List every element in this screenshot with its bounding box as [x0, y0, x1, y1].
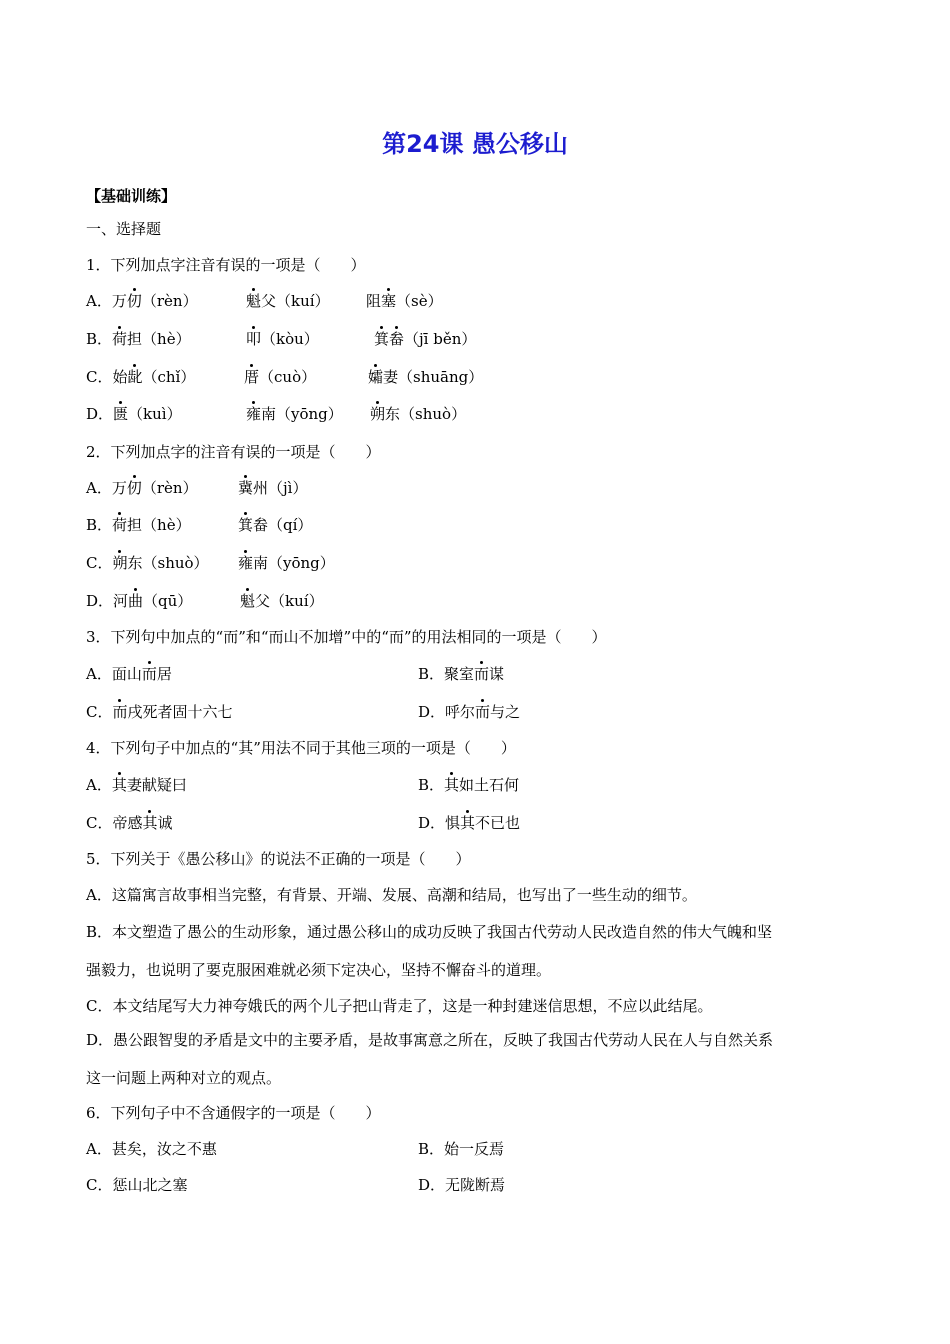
emphasis-dot: 畚 — [389, 330, 405, 348]
q5-option-b-continued: 强毅力，也说明了要克服困难就必须下定决心，坚持不懈奋斗的道理。 — [86, 961, 552, 979]
q3-option-d: D．呼尔而与之 — [418, 703, 521, 721]
q6-option-a: A．甚矣，汝之不惠 — [86, 1140, 217, 1158]
emphasis-dot: 孀 — [368, 368, 384, 386]
q5-option-a: A．这篇寓言故事相当完整，有背景、开端、发展、高潮和结局，也写出了一些生动的细节。 — [86, 886, 697, 904]
section-heading: 【基础训练】 — [86, 187, 177, 205]
q4-option-c: C．帝感其诚 — [86, 814, 173, 832]
q1-option-d: D．匮（kuì） — [86, 405, 182, 423]
emphasis-dot: 仞 — [126, 292, 142, 310]
emphasis-dot: 朔 — [112, 554, 128, 572]
page-title: 第24课 愚公移山 — [382, 130, 568, 158]
emphasis-dot: 而 — [141, 665, 157, 683]
q5-stem: 5．下列关于《愚公移山》的说法不正确的一项是（ ） — [86, 850, 471, 868]
emphasis-dot: 魁 — [246, 292, 262, 310]
q5-option-d-continued: 这一问题上两种对立的观点。 — [86, 1069, 282, 1087]
q5-option-c: C．本文结尾写大力神夸娥氏的两个儿子把山背走了，这是一种封建迷信思想，不应以此结尾。 — [86, 997, 713, 1015]
q1-option-a-2: 魁父（kuí） — [246, 292, 330, 310]
emphasis-dot: 塞 — [381, 292, 397, 310]
q1-option-b: B．荷担（hè） — [86, 330, 191, 348]
q1-option-c-3: 孀妻（shuāng） — [368, 368, 484, 386]
emphasis-dot: 其 — [142, 814, 158, 832]
q4-option-b: B．其如土石何 — [418, 776, 520, 794]
emphasis-dot: 叩 — [246, 330, 262, 348]
q4-option-d: D．惧其不已也 — [418, 814, 521, 832]
emphasis-dot: 仞 — [126, 479, 142, 497]
q3-option-c: C．而戌死者固十六七 — [86, 703, 233, 721]
emphasis-dot: 曲 — [128, 592, 144, 610]
q3-option-a: A．面山而居 — [86, 665, 172, 683]
q5-option-b: B．本文塑造了愚公的生动形象，通过愚公移山的成功反映了我国古代劳动人民改造自然的伟大气魄和坚 — [86, 923, 773, 941]
q1-option-c: C．始龀（chǐ） — [86, 368, 196, 386]
q3-option-b: B．聚室而谋 — [418, 665, 505, 683]
q1-option-a: A．万仞（rèn） — [86, 292, 198, 310]
q1-stem: 1．下列加点字注音有误的一项是（ ） — [86, 256, 366, 274]
q5-option-d: D．愚公跟智叟的矛盾是文中的主要矛盾，是故事寓意之所在，反映了我国古代劳动人民在人与自然关系 — [86, 1031, 774, 1049]
emphasis-dot: 箕 — [374, 330, 390, 348]
emphasis-dot: 荷 — [112, 330, 128, 348]
emphasis-dot: 匮 — [113, 405, 129, 423]
q1-option-b-2: 叩（kòu） — [246, 330, 319, 348]
q6-option-d: D．无陇断焉 — [418, 1176, 506, 1194]
part-heading: 一、选择题 — [86, 220, 162, 238]
q2-option-d-2: 魁父（kuí） — [240, 592, 324, 610]
emphasis-dot: 雍 — [246, 405, 262, 423]
q1-option-b-3: 箕畚（jī běn） — [374, 330, 477, 348]
emphasis-dot: 而 — [475, 703, 491, 721]
q4-stem: 4．下列句子中加点的“其”用法不同于其他三项的一项是（ ） — [86, 739, 516, 757]
q2-option-a-2: 冀州（jì） — [238, 479, 308, 497]
emphasis-dot: 其 — [460, 814, 476, 832]
emphasis-dot: 魁 — [240, 592, 256, 610]
emphasis-dot: 荷 — [112, 516, 128, 534]
emphasis-dot: 而 — [474, 665, 490, 683]
emphasis-dot: 其 — [111, 776, 127, 794]
q6-stem: 6．下列句子中不含通假字的一项是（ ） — [86, 1104, 381, 1122]
emphasis-dot: 冀 — [238, 479, 254, 497]
emphasis-dot: 朔 — [370, 405, 386, 423]
emphasis-dot: 龀 — [127, 368, 143, 386]
q2-option-b-2: 箕畚（qí） — [238, 516, 313, 534]
q1-option-d-2: 雍南（yōng） — [246, 405, 343, 423]
emphasis-dot: 其 — [444, 776, 460, 794]
q3-stem: 3．下列句中加点的“而”和“而山不加增”中的“而”的用法相同的一项是（ ） — [86, 628, 607, 646]
emphasis-dot: 雍 — [238, 554, 254, 572]
q1-option-a-3: 阻塞（sè） — [366, 292, 443, 310]
q4-option-a: A．其妻献疑曰 — [86, 776, 187, 794]
q2-option-c: C．朔东（shuò） — [86, 554, 209, 572]
emphasis-dot: 厝 — [244, 368, 260, 386]
emphasis-dot: 箕 — [238, 516, 254, 534]
q2-option-c-2: 雍南（yōng） — [238, 554, 335, 572]
q6-option-b: B．始一反焉 — [418, 1140, 505, 1158]
q2-option-a: A．万仞（rèn） — [86, 479, 198, 497]
q1-option-c-2: 厝（cuò） — [244, 368, 317, 386]
q2-option-d: D．河曲（qū） — [86, 592, 193, 610]
q6-option-c: C．惩山北之塞 — [86, 1176, 188, 1194]
q2-stem: 2．下列加点字的注音有误的一项是（ ） — [86, 443, 381, 461]
q1-option-d-3: 朔东（shuò） — [370, 405, 467, 423]
emphasis-dot: 而 — [112, 703, 128, 721]
q2-option-b: B．荷担（hè） — [86, 516, 191, 534]
